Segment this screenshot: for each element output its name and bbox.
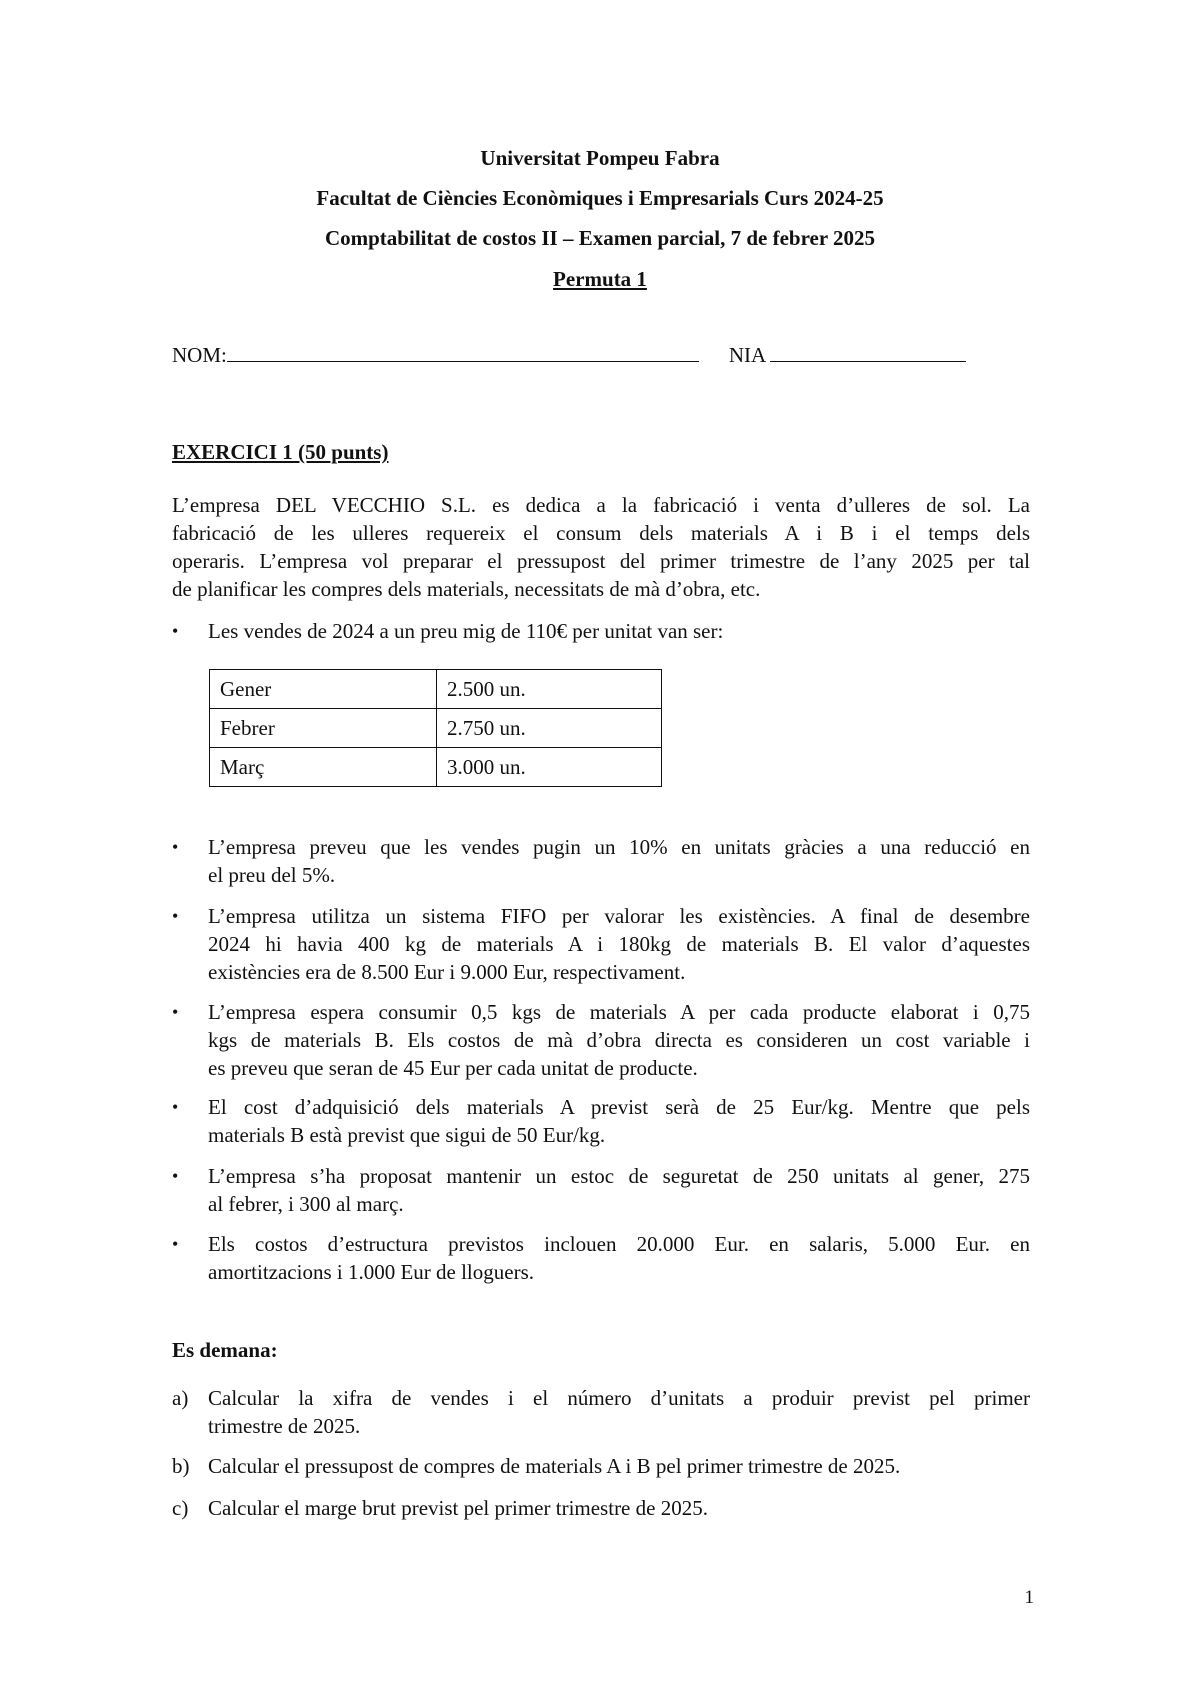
intro-line: operaris. L’empresa vol preparar el pressupost del primer trimestre de l’any 2025 per tal — [172, 549, 1030, 573]
bullet-structure-costs — [172, 1230, 1030, 1286]
bullet-line: 2024 hi havia 400 kg de materials A i 180kg de materials B. El valor d’aquestes — [208, 932, 1030, 956]
bullet-line: Les vendes de 2024 a un preu mig de 110€ per unitat van ser: — [208, 619, 724, 643]
bullet-line: kgs de materials B. Els costos de mà d’obra directa es consideren un cost variable i — [208, 1028, 1030, 1052]
question-line: Calcular la xifra de vendes i el número d’unitats a produir previst pel primer — [208, 1386, 1030, 1410]
bullet-acquisition-cost — [172, 1093, 1030, 1149]
table-cell-month: Març — [210, 748, 437, 787]
question-a — [172, 1384, 1030, 1440]
question-label: c) — [172, 1496, 189, 1520]
question-line: trimestre de 2025. — [208, 1414, 361, 1438]
exercise-title: EXERCICI 1 (50 punts) — [172, 440, 389, 464]
bullet-sales-intro — [172, 617, 1030, 645]
question-c — [172, 1494, 1030, 1522]
bullet-line: es preveu que seran de 45 Eur per cada unitat de producte. — [208, 1056, 698, 1080]
bullet-line: amortitzacions i 1.000 Eur de lloguers. — [208, 1260, 535, 1284]
table-cell-month: Gener — [210, 670, 437, 709]
bullet-consumption — [172, 998, 1030, 1082]
bullet-line: Els costos d’estructura previstos inclouen 20.000 Eur. en salaris, 5.000 Eur. en — [208, 1232, 1030, 1256]
bullet-line: el preu del 5%. — [208, 863, 336, 887]
question-line: Calcular el pressupost de compres de materials A i B pel primer trimestre de 2025. — [208, 1454, 901, 1478]
bullet-icon: • — [172, 1166, 179, 1186]
bullet-icon: • — [172, 1097, 179, 1117]
bullet-icon: • — [172, 906, 179, 926]
page-number: 1 — [1024, 1587, 1034, 1608]
table-cell-units: 2.500 un. — [437, 670, 662, 709]
bullet-icon: • — [172, 621, 179, 641]
identity-line — [172, 343, 966, 368]
name-label: NOM: — [172, 343, 227, 367]
course-title: Comptabilitat de costos II – Examen parcial, 7 de febrer 2025 — [324, 226, 876, 250]
permutation-title: Permuta 1 — [553, 267, 647, 291]
bullet-safety-stock — [172, 1162, 1030, 1218]
bullet-line: L’empresa s’ha proposat mantenir un estoc de seguretat de 250 unitats al gener, 275 — [208, 1164, 1030, 1188]
bullet-line: El cost d’adquisició dels materials A previst serà de 25 Eur/kg. Mentre que pels — [208, 1095, 1030, 1119]
question-label: a) — [172, 1386, 189, 1410]
table-row — [210, 709, 662, 748]
bullet-icon: • — [172, 837, 179, 857]
bullet-sales-forecast — [172, 833, 1030, 889]
table-row — [210, 670, 662, 709]
intro-line: fabricació de les ulleres requereix el consum dels materials A i B i el temps dels — [172, 521, 1030, 545]
bullet-fifo — [172, 902, 1030, 986]
sales-table — [209, 669, 662, 787]
bullet-line: L’empresa utilitza un sistema FIFO per valorar les existències. A final de desembre — [208, 904, 1030, 928]
bullet-line: L’empresa preveu que les vendes pugin un 10% en unitats gràcies a una reducció en — [208, 835, 1030, 859]
bullet-line: L’empresa espera consumir 0,5 kgs de materials A per cada producte elaborat i 0,75 — [208, 1000, 1030, 1024]
table-cell-month: Febrer — [210, 709, 437, 748]
table-row — [210, 748, 662, 787]
nia-label: NIA — [728, 343, 766, 367]
bullet-icon: • — [172, 1234, 179, 1254]
questions-title: Es demana: — [172, 1338, 278, 1362]
exercise-intro — [172, 491, 1030, 603]
question-line: Calcular el marge brut previst pel primer trimestre de 2025. — [208, 1496, 708, 1520]
question-b — [172, 1452, 1030, 1480]
table-cell-units: 3.000 un. — [437, 748, 662, 787]
faculty-title: Facultat de Ciències Econòmiques i Empresarials Curs 2024-25 — [316, 186, 884, 210]
intro-line: L’empresa DEL VECCHIO S.L. es dedica a la fabricació i venta d’ulleres de sol. La — [172, 493, 1030, 517]
intro-line: de planificar les compres dels materials, necessitats de mà d’obra, etc. — [172, 577, 761, 601]
nia-blank — [770, 343, 966, 362]
name-blank — [227, 343, 699, 362]
bullet-line: existències era de 8.500 Eur i 9.000 Eur, respectivament. — [208, 960, 686, 984]
bullet-line: al febrer, i 300 al març. — [208, 1192, 404, 1216]
table-cell-units: 2.750 un. — [437, 709, 662, 748]
question-label: b) — [172, 1454, 190, 1478]
university-title: Universitat Pompeu Fabra — [480, 146, 720, 170]
bullet-line: materials B està previst que sigui de 50 Eur/kg. — [208, 1123, 606, 1147]
bullet-icon: • — [172, 1002, 179, 1022]
